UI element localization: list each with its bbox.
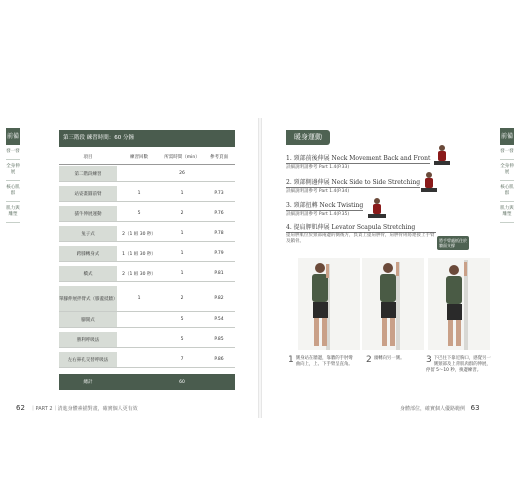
table-row [59,352,235,368]
row-page: P.76 [214,211,224,216]
caption-1 [288,356,354,368]
page-number: 63 [470,404,480,412]
row-reps: 5 [137,211,141,216]
caption-3 [426,356,494,374]
row-time: 5 [180,317,184,322]
table-total-row [59,374,235,390]
neck-twist-figure [364,196,390,222]
row-reps: 1（1 組 30 秒） [122,251,156,257]
left-folio [16,404,138,412]
tab-cap: 前備 [6,128,20,145]
right-folio [400,404,480,412]
row-page: P.78 [214,231,224,236]
exercise-heading: 3. 頸部扭轉 Neck Twisting [286,202,364,209]
caption-number: 3 [426,355,432,365]
folio-text: ｜PART 2｜清進身體素描對畫，確實個人更有效 [30,406,138,412]
header-item: 項目 [83,154,93,160]
tab-item: 核心肌群 [6,181,20,202]
table-header-row [59,149,235,165]
row-name: 勝利呼吸法 [59,332,117,347]
row-time: 2 [180,296,184,301]
row-time: 1 [180,251,184,256]
row-page: P.54 [214,317,224,322]
table-row [59,166,235,182]
caption-text: 下巴往下靠近胸口，感覺另一側頸部及上背肌肉群的伸展，停留 5～10 秒，換邊練習。 [426,356,491,373]
section-title: 暖身運動 [286,130,330,145]
exercise-4 [286,222,436,245]
row-page: P.82 [214,296,224,301]
tab-cap: 前備 [500,128,514,145]
page-number: 62 [16,404,25,412]
tab-item: 全身伸展 [6,160,20,181]
row-page: P.73 [214,191,224,196]
row-time: 1 [180,271,184,276]
row-reps: 2（1 組 30 秒） [122,271,156,277]
row-name: 左右鼻孔交替呼吸法 [59,352,117,367]
stretch-photo-2 [362,258,424,350]
table-row [59,226,235,242]
row-page: P.85 [214,337,224,342]
caption-number: 1 [288,355,294,365]
exercise-note: 詳細說明請參考 Part 1.4(P.35) [286,212,350,217]
caption-number: 2 [366,355,372,365]
table-row [59,332,235,348]
row-page: P.79 [214,251,224,256]
caption-text: 側身站在牆邊，靠牆的手肘彎曲向上，上、下手臂呈直角。 [295,356,353,367]
row-reps: 2（1 組 30 秒） [122,231,156,237]
row-reps: 1 [137,296,141,301]
table-row [59,286,235,312]
row-name: 貓牛伸展運動 [59,206,117,221]
table-row [59,206,235,222]
left-chapter-tabs [6,128,20,296]
table-row [59,266,235,282]
neck-front-back-figure [428,142,454,168]
row-time: 7 [180,357,184,362]
caption-2 [366,356,426,365]
row-name: 單腳伸展拌臂式（膝蓋抵牆） [59,286,117,311]
table-title: 第三階段 練習時間：60 分鐘 [59,130,235,147]
row-time: 2 [180,211,184,216]
row-name: 腳開式 [59,312,117,327]
row-name: 第二階段練習 [59,166,117,181]
row-time: 1 [180,191,184,196]
tab-item: 核心肌群 [500,181,514,202]
tab-item: 發一發 [500,145,514,160]
tab-item: 全身伸展 [500,160,514,181]
tab-item: 發一發 [6,145,20,160]
row-name: 站姿畫圓前臂 [59,186,117,201]
exercise-3 [286,200,363,217]
exercise-note: 提肩胛肌位於頸部兩邊的側後方，負責上提肩胛骨，肩胛骨則將連接上手臂及鎖骨。 [286,233,435,244]
table-row [59,312,235,328]
row-name: 橋式 [59,266,117,281]
table-row [59,186,235,202]
row-time: 26 [179,171,185,176]
tab-item: 肌力與雕塑 [6,202,20,223]
caption-text: 頭轉向另一側。 [373,356,405,361]
total-label: 總計 [83,380,93,385]
row-name: 兔子式 [59,226,117,241]
total-value: 60 [179,379,185,385]
exercise-1 [286,153,430,170]
table-row [59,246,235,262]
neck-side-figure [416,170,442,196]
exercise-heading: 1. 頸部前後伸展 Neck Movement Back and Front [286,155,431,162]
row-name: 跨膝轉身式 [59,246,117,261]
row-page: P.86 [214,357,224,362]
header-time: 所需時間（min） [164,154,200,160]
row-time: 1 [180,231,184,236]
exercise-2 [286,177,420,194]
header-page: 參考頁面 [210,154,228,160]
exercise-heading: 4. 提肩胛肌伸展 Levator Scapula Stretching [286,222,436,233]
callout-note: 將手臂處抵住於牆面支撐 [439,238,467,248]
tab-item: 肌力與雕塑 [500,202,514,223]
stretch-photo-3 [428,258,490,350]
row-reps: 1 [137,191,141,196]
row-page: P.81 [214,271,224,276]
header-reps: 練習回數 [130,154,148,160]
folio-text: 身體部位，確實個人優路範例 [400,406,466,412]
exercise-note: 詳細說明請參考 Part 1.4(P.34) [286,189,350,194]
right-chapter-tabs [500,128,514,296]
exercise-note: 詳細說明請參考 Part 1.4(P.33) [286,165,350,170]
exercise-heading: 2. 頸部側邊伸展 Neck Side to Side Stretching [286,179,421,186]
row-time: 5 [180,337,184,342]
stretch-photo-1 [298,258,360,350]
